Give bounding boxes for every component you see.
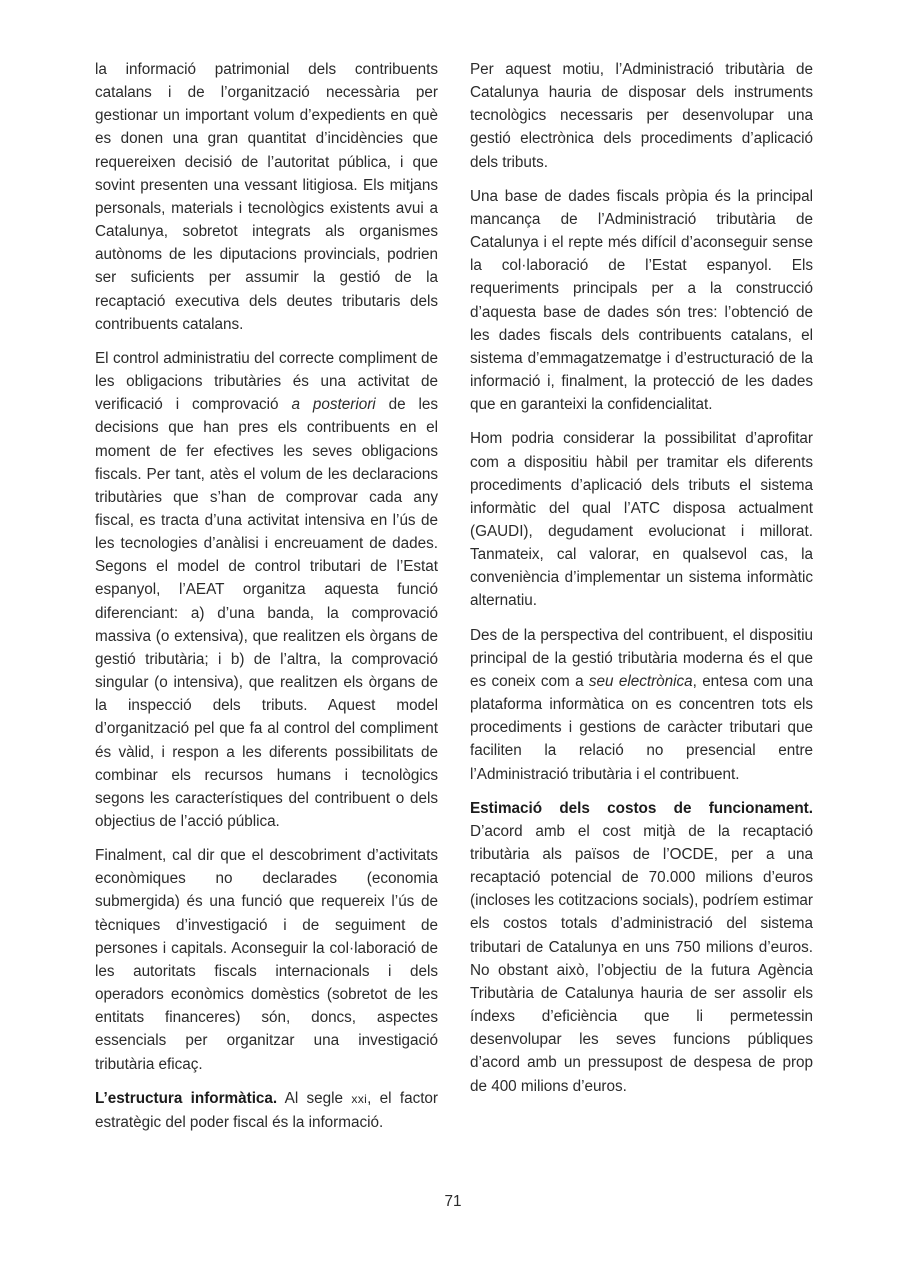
paragraph-continuation-patrimonial: la informació patrimonial dels contribuents catalans i de l’organització necessària per gestionar un important volum d’expedients en què es donen una gran quantitat d’incidències que requereixen decisió de l’autoritat pública, i que sovint presenten una vessant litigiosa. Els mitjans personals, materials i tecnològics existents avui a Catalunya, sobretot integrats als organismes autònoms de les diputacions provincials, podrien ser suficients per assumir la gestió de la recaptació executiva dels deutes tributaris dels contribuents catalans.: [95, 61, 438, 333]
paragraph-text-segment: Des de la perspectiva del contribuent, el dispositiu principal de la gestió tributària moderna és el que es coneix com a: [470, 626, 813, 690]
paragraph-hom-podria-considerar: Hom podria considerar la possibilitat d’aprofitar com a dispositiu hàbil per tramitar els diferents procediments d’aplicació dels tributs el sistema informàtic del qual l’ATC disposa actualment (GAUDI), degudament evolucionat i millorat. Tanmateix, cal valorar, en qualsevol cas, la conveniència d’implementar un sistema informàtic alternatiu.: [470, 430, 813, 610]
page-number-folio: 71: [444, 1193, 462, 1210]
paragraph-text-segment: , el factor estratègic del poder fiscal és la informació.: [95, 1089, 438, 1131]
run-in-heading-estimacio-costos: Estimació dels costos de funcionament.: [470, 799, 813, 817]
page-body-columns: [95, 58, 813, 1134]
paragraph-per-aquest-motiu: Per aquest motiu, l’Administració tributària de Catalunya hauria de disposar dels instruments tecnològics necessaris per desenvolupar una gestió electrònica dels procediments d’aplicació dels tributs.: [470, 61, 813, 171]
paragraph-control-administratiu: [95, 347, 438, 833]
paragraph-text-segment: de les decisions que han pres els contribuents en el moment de fer efectives les seves obligacions fiscals. Per tant, atès el volum de les declaracions tributàries que s’han de comprovar cada any fiscal, es tracta d’una activitat intensiva en l’ús de les tecnologies d’anàlisi i encreuament de dades. Segons el model de control tributari de l’Estat espanyol, l’AEAT organitza aquesta funció diferenciant: a) d’una banda, la comprovació massiva (o extensiva), que realitzen els òrgans de gestió tributària; i b) de l’altra, la comprovació singular (o intensiva), que realitzen els òrgans de la inspecció dels tributs. Aquest model d’organització pel que fa al control del compliment és vàlid, i respon a les diferents possibilitats de combinar els recursos humans i tecnològics segons les característiques del contribuent o dels objectius de l’acció pública.: [95, 396, 439, 830]
run-in-heading-estructura-informatica: L’estructura informàtica.: [95, 1089, 278, 1107]
paragraph-text-segment: , entesa com una plataforma informàtica on es concentren tots els procediments i gestions de caràcter tributari que faciliten la relació no presencial entre l’Administració tributària i el contribuent.: [470, 672, 813, 783]
small-caps-century-numeral: xxi: [351, 1091, 368, 1106]
paragraph-text-segment: El control administratiu del correcte compliment de les obligacions tributàries és una activitat de verificació i comprovació: [95, 349, 438, 414]
italic-term-seu-electronica: seu electrònica: [588, 672, 693, 690]
paragraph-base-de-dades-fiscals: Una base de dades fiscals pròpia és la principal mancança de l’Administració tributària de Catalunya i el repte més difícil d’aconseguir sense la col·laboració de l’Estat espanyol. Els requeriments principals per a la construcció d’aquesta base de dades són tres: l’obtenció de les dades fiscals dels contribuents catalans, el sistema d’emmagatzematge i d’estructuració de la informació i, finalment, la protecció de les dades que en garanteixi la confidencialitat.: [470, 187, 813, 414]
paragraph-text-segment: Al segle: [277, 1089, 352, 1107]
paragraph-estimacio-costos-funcionament: [470, 797, 813, 1098]
italic-term-a-posteriori: a posteriori: [291, 396, 376, 414]
paragraph-perspectiva-del-contribuent: [470, 624, 813, 786]
left-column: [95, 58, 438, 1134]
paragraph-finalment-descobriment: Finalment, cal dir que el descobriment d’activitats econòmiques no declarades (economia submergida) és una funció que requereix l’ús de tècniques d’investigació i de seguiment de persones i capitals. Aconseguir la col·laboració de les autoritats fiscals internacionals i dels operadors econòmics domèstics (sobretot de les entitats financeres) són, doncs, aspectes essencials per organitzar una investigació tributària eficaç.: [95, 847, 438, 1073]
right-column: [470, 58, 813, 1098]
paragraph-text-segment: D’acord amb el cost mitjà de la recaptació tributària als països de l’OCDE, per a una recaptació potencial de 70.000 milions d’euros (incloses les cotitzacions socials), podríem estimar els costos totals d’administració del sistema tributari de Catalunya en uns 750 milions d’euros. No obstant això, l’objectiu de la futura Agència Tributària de Catalunya hauria de ser assolir els índexs d’eficiència que li permetessin desenvolupar les seves funcions públiques d’acord amb un pressupost de despesa de prop de 400 milions d’euros.: [470, 822, 813, 1095]
paragraph-estructura-informatica: [95, 1087, 438, 1134]
